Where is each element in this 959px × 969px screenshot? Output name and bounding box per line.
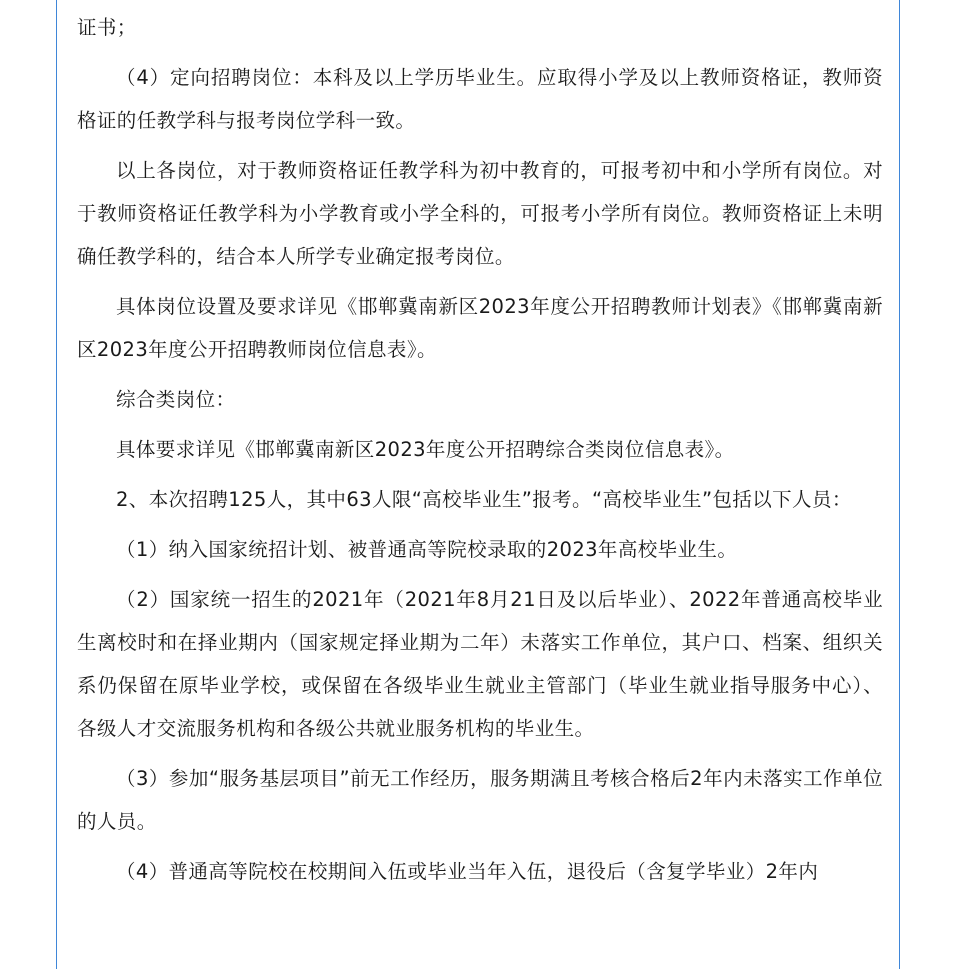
paragraph-targeted-position: （4）定向招聘岗位：本科及以上学历毕业生。应取得小学及以上教师资格证，教师资格证的任教学科与报考岗位学科一致。 (77, 66, 883, 132)
paragraph-general-positions-heading: 综合类岗位： (116, 388, 236, 411)
paragraph-item-2: （2）国家统一招生的2021年（2021年8月21日及以后毕业）、2022年普通高校毕业生离校时和在择业期内（国家规定择业期为二年）未落实工作单位，其户口、档案、组织关系仍保留在原毕业学校，或保留在各级毕业生就业主管部门（毕业生就业指导服务中心）、各级人才交流服务机构和各级公共就业服务机构的毕业生。 (77, 588, 883, 740)
document-page (56, 0, 900, 969)
paragraph-item-4: （4）普通高等院校在校期间入伍或毕业当年入伍，退役后（含复学毕业）2年内 (116, 860, 819, 883)
paragraph-certificate-end: 证书； (77, 16, 137, 39)
paragraph-item-1: （1）纳入国家统招计划、被普通高等院校录取的2023年高校毕业生。 (116, 538, 738, 561)
paragraph-general-table-reference: 具体要求详见《邯郸冀南新区2023年度公开招聘综合类岗位信息表》。 (116, 438, 735, 461)
paragraph-item-3: （3）参加“服务基层项目”前无工作经历，服务期满且考核合格后2年内未落实工作单位的人员。 (77, 767, 883, 833)
paragraph-teacher-table-reference: 具体岗位设置及要求详见《邯郸冀南新区2023年度公开招聘教师计划表》《邯郸冀南新区2023年度公开招聘教师岗位信息表》。 (77, 295, 883, 361)
document-body (77, 6, 883, 900)
paragraph-subject-rules: 以上各岗位，对于教师资格证任教学科为初中教育的，可报考初中和小学所有岗位。对于教师资格证任教学科为小学教育或小学全科的，可报考小学所有岗位。教师资格证上未明确任教学科的，结合本人所学专业确定报考岗位。 (77, 159, 883, 268)
paragraph-recruitment-count: 2、本次招聘125人，其中63人限“高校毕业生”报考。“高校毕业生”包括以下人员： (116, 488, 852, 511)
